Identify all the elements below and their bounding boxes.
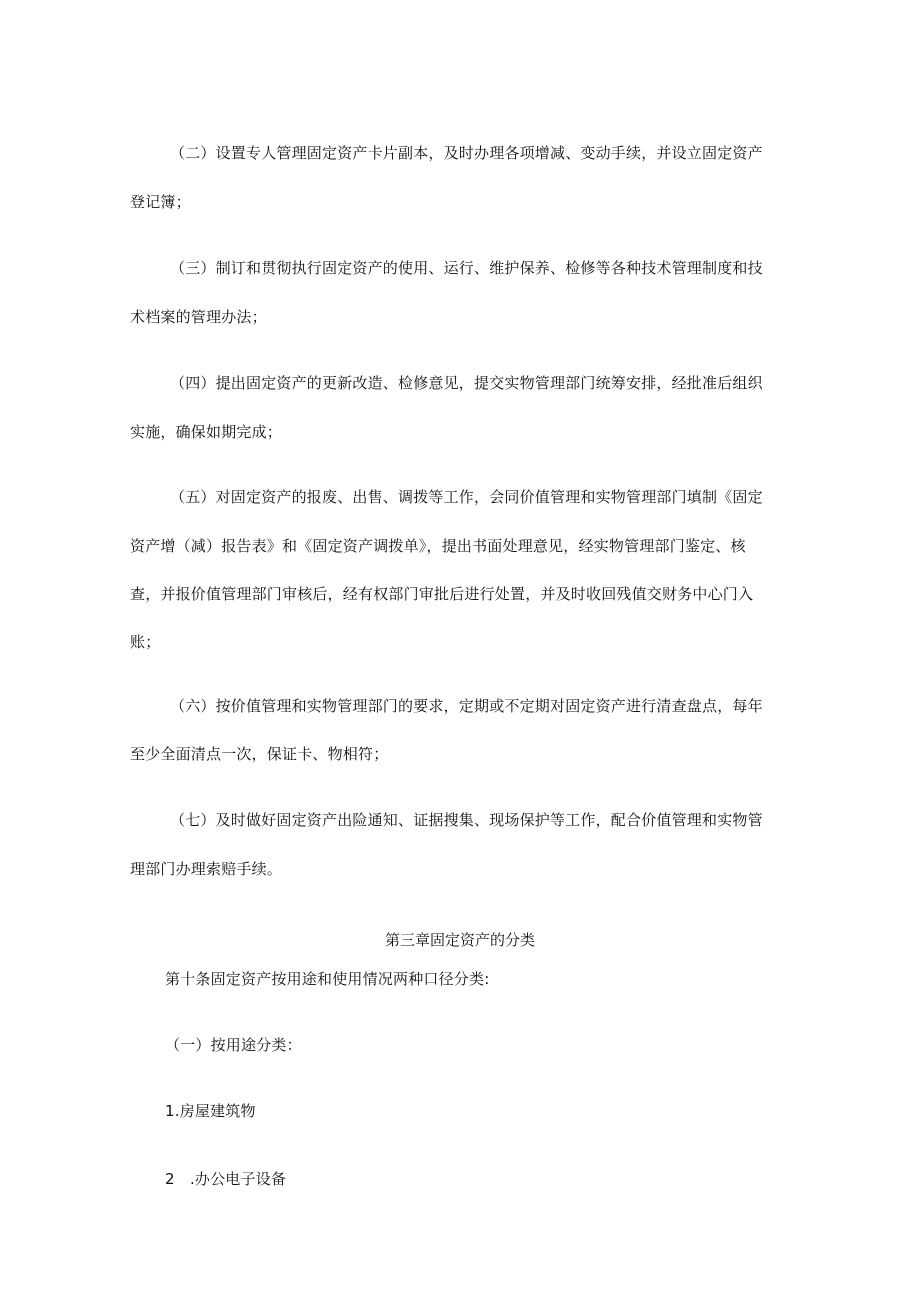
paragraph-3-line-1: （三）制订和贯彻执行固定资产的使用、运行、维护保养、检修等各种技术管理制度和技 [170,259,763,277]
list-item-2: 2 .办公电子设备 [165,1170,287,1188]
chapter-title: 第三章固定资产的分类 [384,931,535,949]
paragraph-5-line-4: 账； [130,633,161,651]
paragraph-4-line-1: （四）提出固定资产的更新改造、检修意见，提交实物管理部门统筹安排，经批准后组织 [170,374,763,392]
article-ten: 第十条固定资产按用途和使用情况两种口径分类: [165,970,490,988]
section-by-use: （一）按用途分类： [165,1036,302,1054]
paragraph-7-line-2: 理部门办理索赔手续。 [130,860,283,878]
paragraph-3-line-2: 术档案的管理办法； [130,308,267,326]
paragraph-5-line-1: （五）对固定资产的报废、出售、调拨等工作，会同价值管理和实物管理部门填制《固定 [170,488,763,506]
list-item-1: 1.房屋建筑物 [165,1102,256,1120]
paragraph-5-line-3: 查，并报价值管理部门审核后，经有权部门审批后进行处置，并及时收回残值交财务中心门入 [130,585,754,603]
paragraph-6-line-1: （六）按价值管理和实物管理部门的要求，定期或不定期对固定资产进行清查盘点，每年 [170,697,763,715]
paragraph-6-line-2: 至少全面清点一次，保证卡、物相符； [130,745,389,763]
paragraph-5-line-2: 资产增（减）报告表》和《固定资产调拨单》，提出书面处理意见，经实物管理部门鉴定、核 [130,537,746,555]
paragraph-4-line-2: 实施，确保如期完成； [130,423,283,441]
paragraph-2-line-2: 登记簿； [130,193,191,211]
paragraph-2-line-1: （二）设置专人管理固定资产卡片副本，及时办理各项增减、变动手续，并设立固定资产 [170,144,763,162]
paragraph-7-line-1: （七）及时做好固定资产出险通知、证据搜集、现场保护等工作，配合价值管理和实物管 [170,811,763,829]
